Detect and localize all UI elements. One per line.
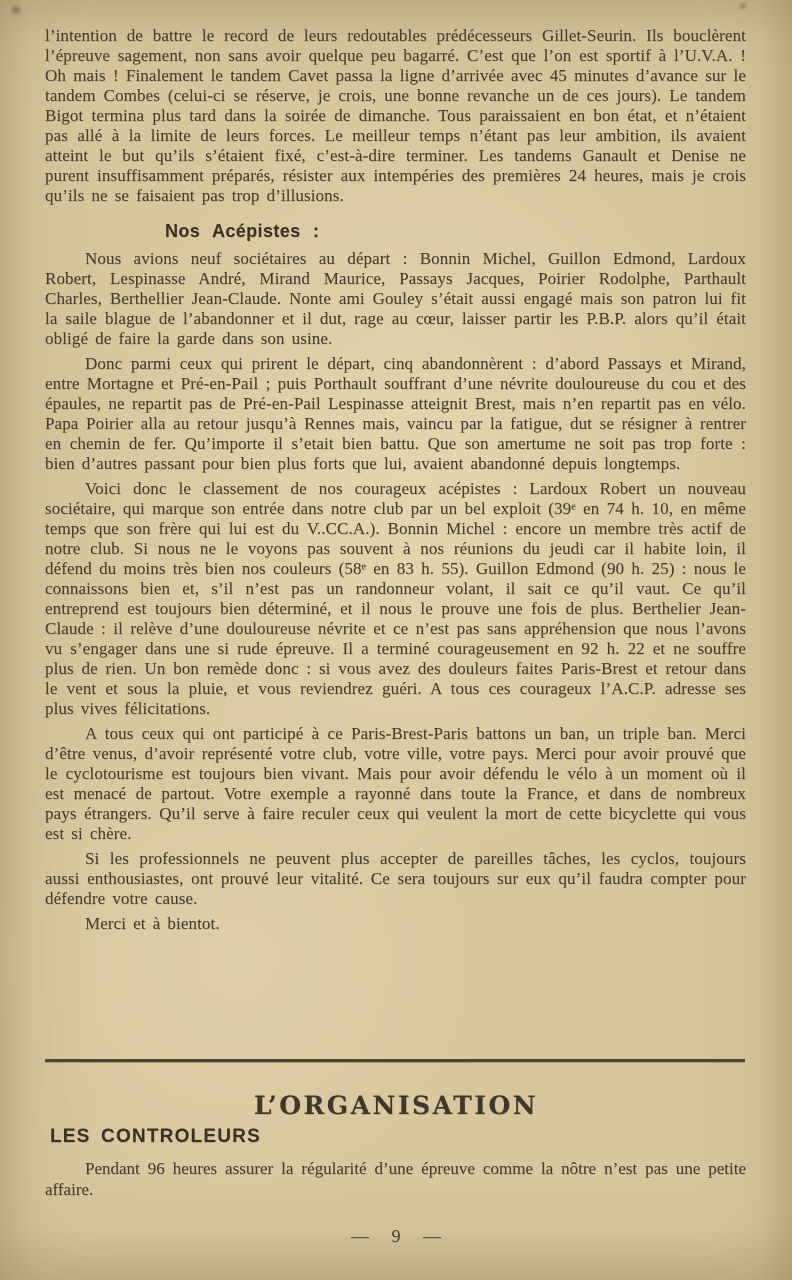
paragraph-societaires-depart: Nous avions neuf sociétaires au départ : Bonnin Michel, Guillon Edmond, Lardoux Robert, Lespinasse André, Mirand Maurice, Passays Jacques, Poirier Rodolphe, Parthault Charles, Berthellier Jean-Claude. Nonte ami Gouley s’était aussi engagé mais son patron lui fit la saile blague de l’abandonner et il dut, rage au cœur, laisser partir les P.B.P. alors qu’il était obligé de faire la garde dans son usine. <box>45 249 746 348</box>
paragraph-classement: Voici donc le classement de nos courageux acépistes : Lardoux Robert un nouveau sociétaire, qui marque son entrée dans notre club par un bel exploit (39ᵉ en 74 h. 10, en même temps que son frère qui lui est du V..CC.A.). Bonnin Michel : encore un membre très actif de notre club. Si nous ne le voyons pas souvent à nos réunions du jeudi car il habite loin, il défend du moins très bien nos couleurs (58ᵉ en 83 h. 55). Guillon Edmond (90 h. 25) : nous le connaissons bien et, s’il n’est pas un randonneur volant, il sait ce qu’il vaut. Ce qu’il entreprend est toujours bien déterminé, et il nous le prouve une fois de plus. Berthelier Jean-Claude : il relève d’une douloureuse névrite et ce n’est pas sans appréhension que nous l’avons vu s’engager dans une si rude épreuve. Il a terminé courageusement en 92 h. 22 et ne souffre plus de rien. Un bon remède donc : si vous avez des douleurs faites Paris-Brest et retour dans le vent et sous la pluie, et vous reviendrez guéri. A tous ces courageux l’A.C.P. adresse ses plus vives félicitations. <box>45 479 746 718</box>
heading-nos-acepistes: Nos Acépistes : <box>165 221 320 241</box>
paragraph-professionnels: Si les professionnels ne peuvent plus accepter de pareilles tâches, les cyclos, toujours aussi enthousiastes, ont prouvé leur vitalité. Ce sera toujours sur eux qu’il faudra compter pour défendre votre cause. <box>45 849 746 908</box>
subsection-heading-controleurs: LES CONTROLEURS <box>50 1126 261 1147</box>
page-number: — 9 — <box>351 1226 441 1246</box>
section-divider-rule <box>45 1059 745 1062</box>
paragraph-tandems-recap: l’intention de battre le record de leurs redoutables prédécesseurs Gillet-Seurin. Ils bouclèrent l’épreuve sagement, non sans avoir quelque peu bagarré. C’est que l’on est sportif à l’U.V.A. ! Oh mais ! Finalement le tandem Cavet passa la ligne d’arrivée avec 45 minutes d’avance sur le tandem Combes (celui-ci se réserve, je crois, une bonne revanche un de ces jours). Le tandem Bigot termina plus tard dans la soirée de dimanche. Tous paraissaient en bon état, et n’étaient pas allé à la limite de leurs forces. Le meilleur temps n’étant pas leur ambition, ils avaient atteint le but qu’ils s’étaient fixé, c’est-à-dire terminer. Les tandems Ganault et Denise ne purent insuffisamment préparés, résister aux intempéries des premières 24 heures, mais je crois qu’ils ne se faisaient pas trop d’illusions. <box>45 26 746 205</box>
paragraph-controleurs-intro: Pendant 96 heures assurer la régularité d’une épreuve comme la nôtre n’est pas une petite affaire. <box>45 1159 746 1199</box>
paragraph-abandons: Donc parmi ceux qui prirent le départ, cinq abandonnèrent : d’abord Passays et Mirand, entre Mortagne et Pré-en-Pail ; puis Porthault souffrant d’une névrite douloureuse du cou et des épaules, ne repartit pas de Pré-en-Pail Lespinasse atteignit Brest, mais n’en repartit pas en vélo. Papa Poirier alla au retour jusqu’à Rennes mais, vaincu par la fatigue, dut se résigner à rentrer en chemin de fer. Qu’importe il s’etait bien battu. Que son amertume ne soit pas trop forte : bien d’autres passant pour bien plus forts que lui, avaient abandonné depuis longtemps. <box>45 354 746 473</box>
paragraph-merci: Merci et à bientot. <box>85 914 220 933</box>
article-body <box>45 26 746 939</box>
paragraph-triple-ban: A tous ceux qui ont participé à ce Paris-Brest-Paris battons un ban, un triple ban. Merci d’être venus, d’avoir représenté votre club, votre ville, votre pays. Merci pour avoir prouvé que le cyclotourisme est toujours bien vivant. Mais pour avoir défendu le vélo à un moment où il est menacé de partout. Votre exemple a rayonné dans toute la France, et dans de nombreux pays étrangers. Qu’il serve à faire reculer ceux qui veulent la mort de cette bicyclette qui vous est si chère. <box>45 724 746 843</box>
section-title-organisation: L’ORGANISATION <box>253 1091 539 1120</box>
